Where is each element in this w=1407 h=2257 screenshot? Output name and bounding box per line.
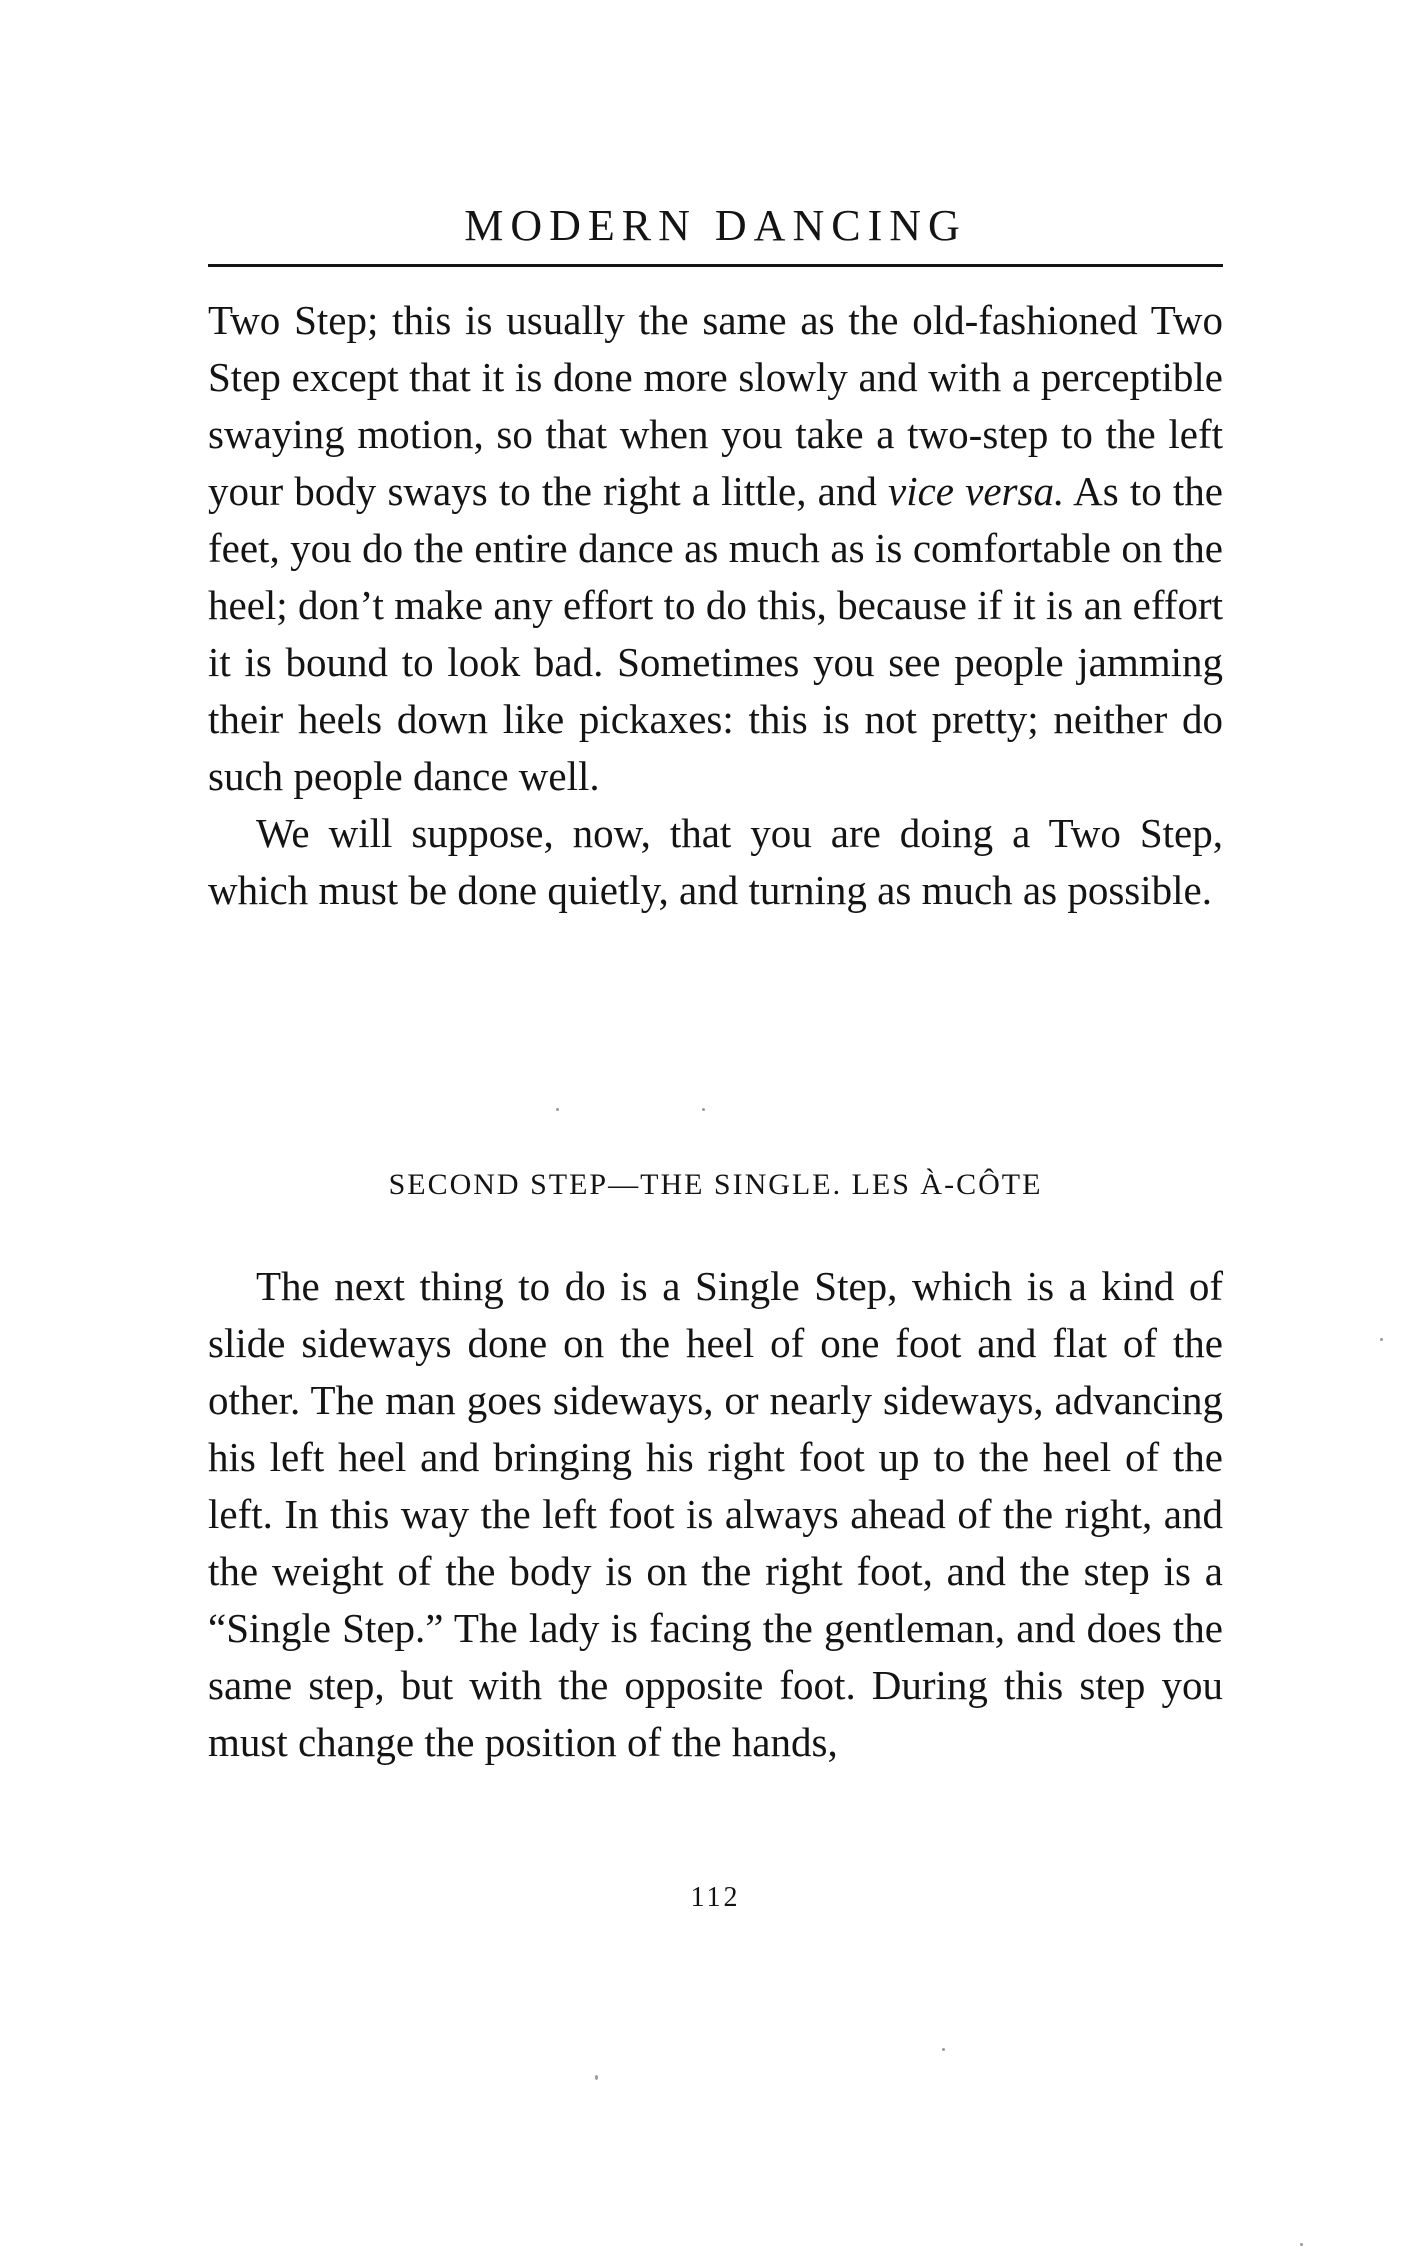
header-rule [208,264,1223,267]
running-head: MODERN DANCING [464,201,967,250]
print-speck [702,1108,705,1111]
text-block-top [208,292,1223,919]
print-speck [1380,1338,1383,1341]
print-speck [595,2075,598,2080]
text-block-bottom [208,1258,1223,1771]
print-speck [1300,2243,1303,2246]
page-number: 112 [690,1882,741,1913]
paragraph-2: We will suppose, now, that you are doing a Two Step, which must be done quietly, and turning as much as possible. [208,810,1223,913]
paragraph-3: The next thing to do is a Single Step, which is a kind of slide sideways done on the heel of one foot and flat of the other. The man goes sideways, or nearly sideways, advancing his left heel and bringing his right foot up to the heel of the left. In this way the left foot is always ahead of the right, and the weight of the body is on the right foot, and the step is a “Single Step.” The lady is facing the gentleman, and does the same step, but with the opposite foot. During this step you must change the position of the hands, [208,1263,1223,1765]
paragraph-1-text-a: Two Step; this is usually the same as the old-fashioned Two Step except that it is done more slowly and with a perceptible swaying motion, so that when you take a two-step to the left your body sways to the right a little, and [208,297,1223,514]
print-speck [942,2048,945,2051]
section-heading: SECOND STEP—THE SINGLE. LES À-CÔTE [388,1168,1043,1201]
paragraph-1 [208,292,1223,805]
paragraph-1-text-b: As to the feet, you do the entire dance as much as is comfortable on the heel; don’t make any effort to do this, because if it is an effort it is bound to look bad. Sometimes you see people jamming their heels down like pickaxes: this is not pretty; neither do such people dance well. [208,468,1223,799]
print-speck [556,1108,559,1111]
paragraph-1-italic: vice versa. [888,468,1065,514]
